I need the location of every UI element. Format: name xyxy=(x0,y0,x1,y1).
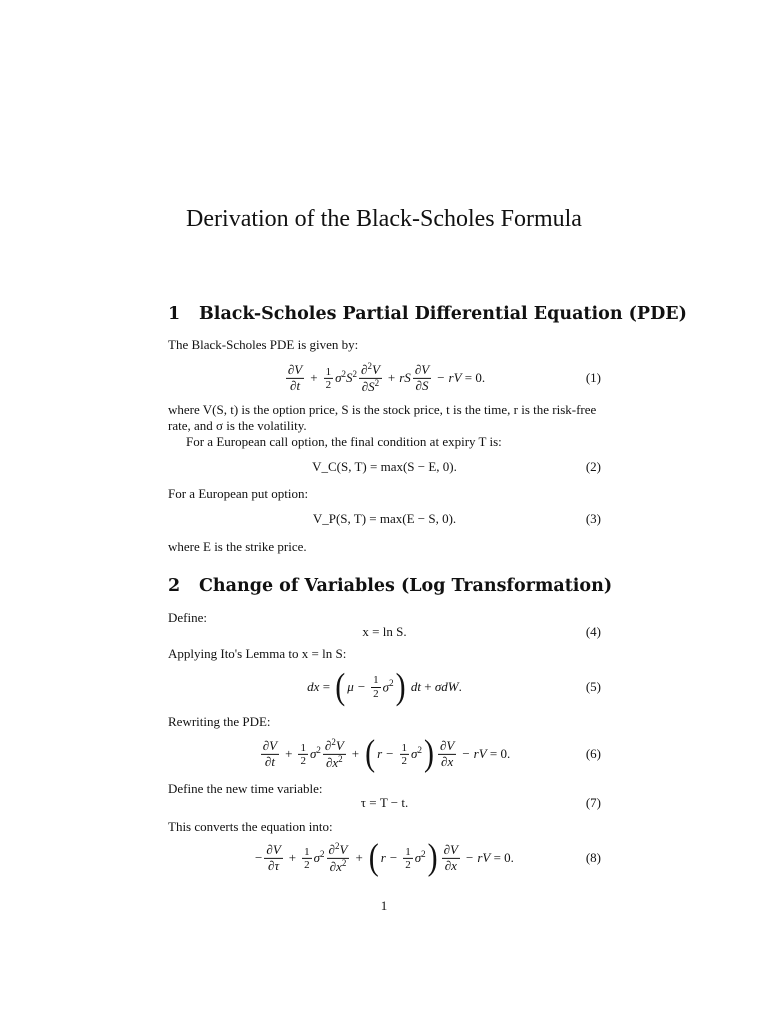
equation-body: τ = T − t. xyxy=(360,795,409,810)
equation-body: − $\frac{\partial V}{\partial\tau}$ + $\frac{1}{2}$ $\sigma^2$ $\frac{\partial^2V}{\partial x^2}$ + ( r − $\frac{1}{2}$ $\sigma^2$ ) $\frac{\partial V}{\partial x}$ − rV = 0. xyxy=(255,836,514,878)
document-title: Derivation of the Black-Scholes Formula xyxy=(186,206,582,232)
section-heading-1 xyxy=(168,304,687,324)
equation-3 xyxy=(168,497,601,541)
section-number: 1 xyxy=(168,304,181,324)
equation-body: x = ln S. xyxy=(362,624,407,639)
section-title: Change of Variables (Log Transformation) xyxy=(199,576,613,596)
equation-number: (6) xyxy=(585,746,601,761)
paragraph: Rewriting the PDE: xyxy=(168,714,271,729)
equation-2 xyxy=(168,445,601,489)
equation-number: (2) xyxy=(585,459,601,474)
paragraph: For a European call option, the final condition at expiry T is: xyxy=(186,434,502,449)
equation-body: V_C(S, T) = max(S − E, 0). xyxy=(312,459,457,474)
equation-8 xyxy=(168,836,601,880)
page-number: 1 xyxy=(380,898,388,913)
section-number: 2 xyxy=(168,576,181,596)
equation-body: V_P(S, T) = max(E − S, 0). xyxy=(312,511,457,526)
paragraph: Applying Ito's Lemma to x = ln S: xyxy=(168,646,347,661)
equation-body: $\frac{\partial V}{\partial t}$ + $\frac{1}{2}$ $\sigma^2S^2$ $\frac{\partial^2V}{\partial S^2}$ + rS $\frac{\partial V}{\partial S}$ − rV = 0. xyxy=(287,360,486,394)
paragraph: where V(S, t) is the option price, S is the stock price, t is the time, r is the risk-free rate, and σ is the volatility. xyxy=(168,402,597,433)
equation-body: $\frac{\partial V}{\partial t}$ + $\frac{1}{2}$ $\sigma^2$ $\frac{\partial^2V}{\partial x^2}$ + ( r − $\frac{1}{2}$ $\sigma^2$ ) $\frac{\partial V}{\partial x}$ − rV = 0. xyxy=(262,732,511,774)
equation-number: (7) xyxy=(585,795,601,810)
equation-1 xyxy=(168,356,601,400)
section-heading-2 xyxy=(168,576,612,596)
equation-6 xyxy=(168,732,601,776)
paragraph: Define: xyxy=(168,610,207,625)
paragraph: For a European put option: xyxy=(168,486,309,501)
paragraph: This converts the equation into: xyxy=(168,819,333,834)
paragraph: The Black-Scholes PDE is given by: xyxy=(168,337,359,352)
equation-number: (4) xyxy=(585,624,601,639)
equation-number: (8) xyxy=(585,850,601,865)
equation-number: (1) xyxy=(585,370,601,385)
equation-number: (5) xyxy=(585,679,601,694)
equation-number: (3) xyxy=(585,511,601,526)
paragraph: Define the new time variable: xyxy=(168,781,323,796)
equation-5 xyxy=(168,665,601,709)
equation-body: dx = ( μ − $\frac{1}{2}$ $\sigma^2$ ) dt + σdW. xyxy=(307,665,462,707)
paragraph: where E is the strike price. xyxy=(168,539,307,554)
section-title: Black-Scholes Partial Differential Equation (PDE) xyxy=(199,304,687,324)
